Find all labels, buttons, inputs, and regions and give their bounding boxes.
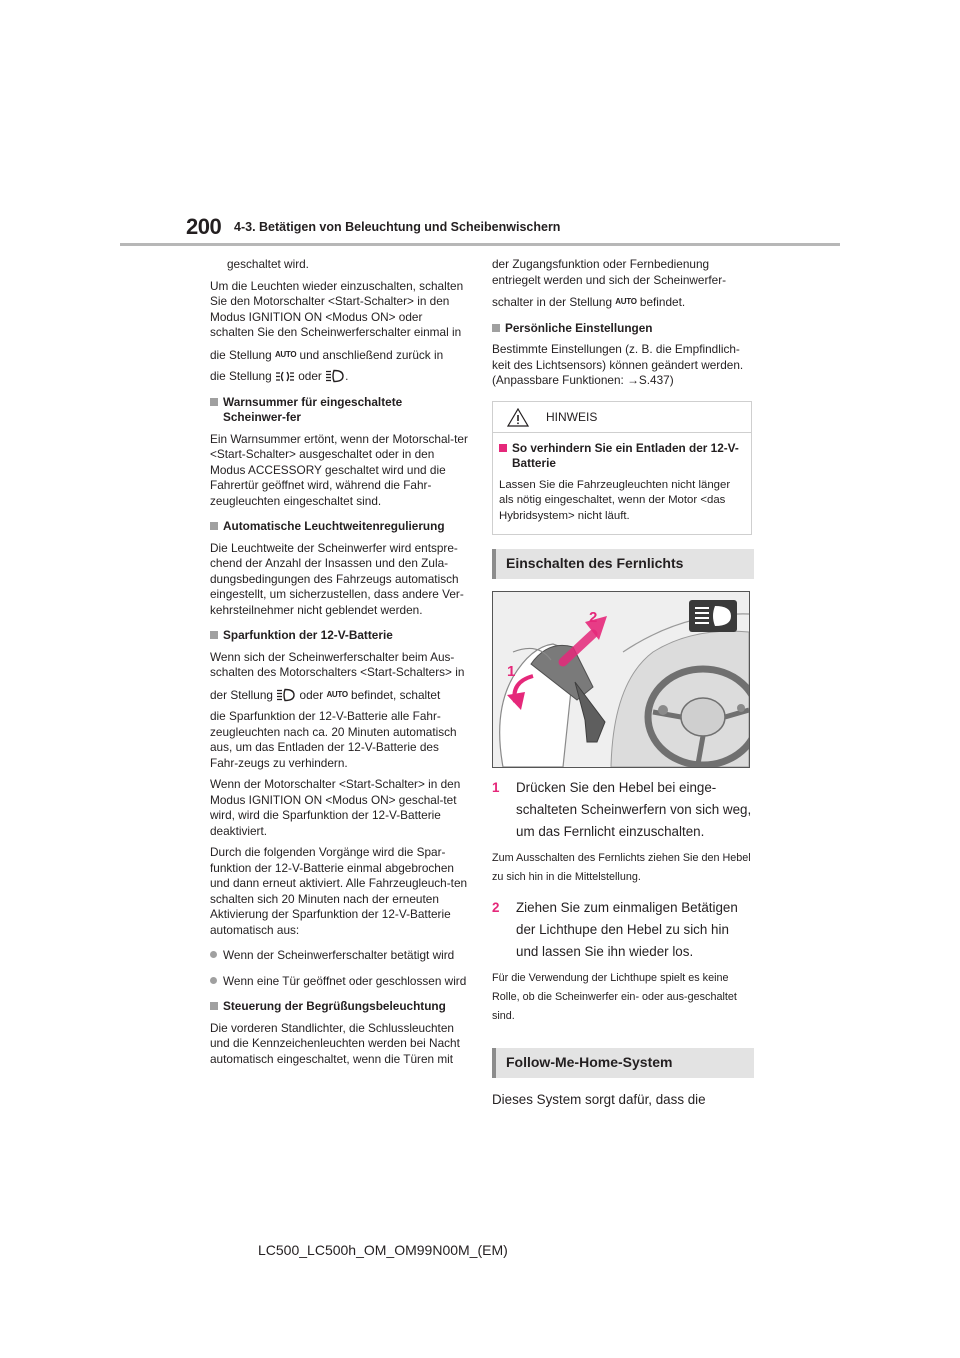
auto-icon: AUTO [615,297,637,306]
paragraph: der Stellung oder AUTO befindet, schaltet [210,687,441,702]
list-item: Wenn der Scheinwerferschalter betätigt wird [210,948,468,964]
warning-triangle-icon [507,408,529,427]
notice-box [492,401,752,536]
page-number: 200 [186,214,222,239]
subheading: Warnsummer für eingeschaltete Scheinwer-fer [210,395,468,426]
parking-light-icon [275,370,295,383]
step-number: 1 [492,780,500,795]
notice-title: HINWEIS [546,409,598,424]
step-1: 1 Drücken Sie den Hebel bei einge-schalteten Scheinwerfern von sich weg, um das Fernlicht einzuschalten. [492,777,754,843]
paragraph: schalter in der Stellung AUTO befindet. [492,295,686,309]
headlight-icon [276,688,296,702]
step-number: 2 [492,900,500,915]
paragraph: Ein Warnsummer ertönt, wenn der Motorschal-ter <Start-Schalter> ausgeschaltet oder in den Modus ACCESSORY geschaltet wird und die Fahrertür geöffnet wird, während die Fahr-zeugleuchten eingeschaltet sind. [210,431,468,508]
chapter-heading: 4-3. Betätigen von Beleuchtung und Scheibenwischern [234,220,561,234]
high-beam-lever-illustration [492,591,750,768]
paragraph: die Stellung AUTO und anschließend zurück in [210,347,444,362]
subheading: Persönliche Einstellungen [492,321,754,337]
paragraph: Dieses System sorgt dafür, dass die [492,1092,706,1107]
figure-label-1: 1 [507,663,516,680]
paragraph: Um die Leuchten wieder einzuschalten, schalten Sie den Motorschalter <Start-Schalter> in den Modus IGNITION ON <Modus ON> oder schalten Sie den Scheinwerferschalter einmal in [210,278,464,339]
header-rule [120,243,840,246]
paragraph: Bestimmte Einstellungen (z. B. die Empfindlich-keit des Lichtsensors) können geändert werden. (Anpassbare Funktionen: →S.437) [492,342,744,387]
page-reference[interactable]: →S.437) [627,373,674,387]
section-heading-follow-me-home: Follow-Me-Home-System [492,1048,754,1078]
auto-icon: AUTO [326,689,348,699]
paragraph: Wenn sich der Scheinwerferschalter beim Aus-schalten des Motorschalters <Start-Schalters> in [210,649,465,679]
paragraph: die Sparfunktion der 12-V-Batterie alle Fahr-zeugleuchten nach ca. 20 Minuten automatisch aus, um das Entladen der 12-V-Batterie des Fahr-zeugs zu verhindern. [210,709,457,770]
figure-label-2: 2 [589,609,598,626]
section-heading-high-beam: Einschalten des Fernlichts [492,549,754,579]
paragraph: Die vorderen Standlichter, die Schlussleuchten und die Kennzeichenleuchten werden bei Nacht automatisch eingeschaltet, wenn die Türen mit [210,1020,460,1066]
subheading: Automatische Leuchtweitenregulierung [210,519,468,535]
notice-body: Lassen Sie die Fahrzeugleuchten nicht länger als nötig eingeschaltet, wenn der Motor <das Hybridsystem> nicht läuft. [499,478,731,522]
headlight-icon [325,369,345,383]
lever-illustration-drawing [493,592,749,767]
paragraph: Die Leuchtweite der Scheinwerfer wird entspre-chend der Anzahl der Insassen und den Zula-dungsbedingungen des Fahrzeugs automatisch eingestellt, um sicherzustellen, dass andere Ver-kehrsteilnehmer nicht geblendet werden. [210,540,464,617]
step-2: 2 Ziehen Sie zum einmaligen Betätigen der Lichthupe den Hebel zu sich hin und lassen Sie ihn wieder los. [492,897,754,963]
paragraph: Wenn der Motorschalter <Start-Schalter> in den Modus IGNITION ON <Modus ON> geschal-tet wird, wird die Sparfunktion der 12-V-Batterie deaktiviert. [210,777,461,838]
left-column [210,257,468,1067]
subheading: Sparfunktion der 12-V-Batterie [210,628,468,644]
paragraph: Durch die folgenden Vorgänge wird die Spar-funktion der 12-V-Batterie einmal abgebrochen und dann erneut aktiviert. Alle Fahrzeugleuch-ten schalten sich 20 Minuten nach der erneuten Aktivierung der Sparfunktion der 12-V-Batterie automatisch aus: [210,845,468,937]
auto-icon: AUTO [274,349,297,359]
document-id: LC500_LC500h_OM_OM99N00M_(EM) [258,1242,508,1258]
step-1-note: Zum Ausschalten des Fernlichts ziehen Sie den Hebel zu sich hin in die Mittelstellung. [492,852,751,883]
paragraph: geschaltet wird. [227,257,309,271]
paragraph: die Stellung oder . [210,369,349,383]
right-column [492,257,754,1108]
notice-header [493,402,751,433]
notice-heading: So verhindern Sie ein Entladen der 12-V-Batterie [499,441,745,472]
step-2-note: Für die Verwendung der Lichthupe spielt es keine Rolle, ob die Scheinwerfer ein- oder aus-geschaltet sind. [492,972,737,1022]
subheading: Steuerung der Begrüßungsbeleuchtung [210,999,468,1015]
list-item: Wenn eine Tür geöffnet oder geschlossen wird [210,974,468,990]
paragraph: der Zugangsfunktion oder Fernbedienung entriegelt werden und sich der Scheinwerfer- [492,257,727,287]
